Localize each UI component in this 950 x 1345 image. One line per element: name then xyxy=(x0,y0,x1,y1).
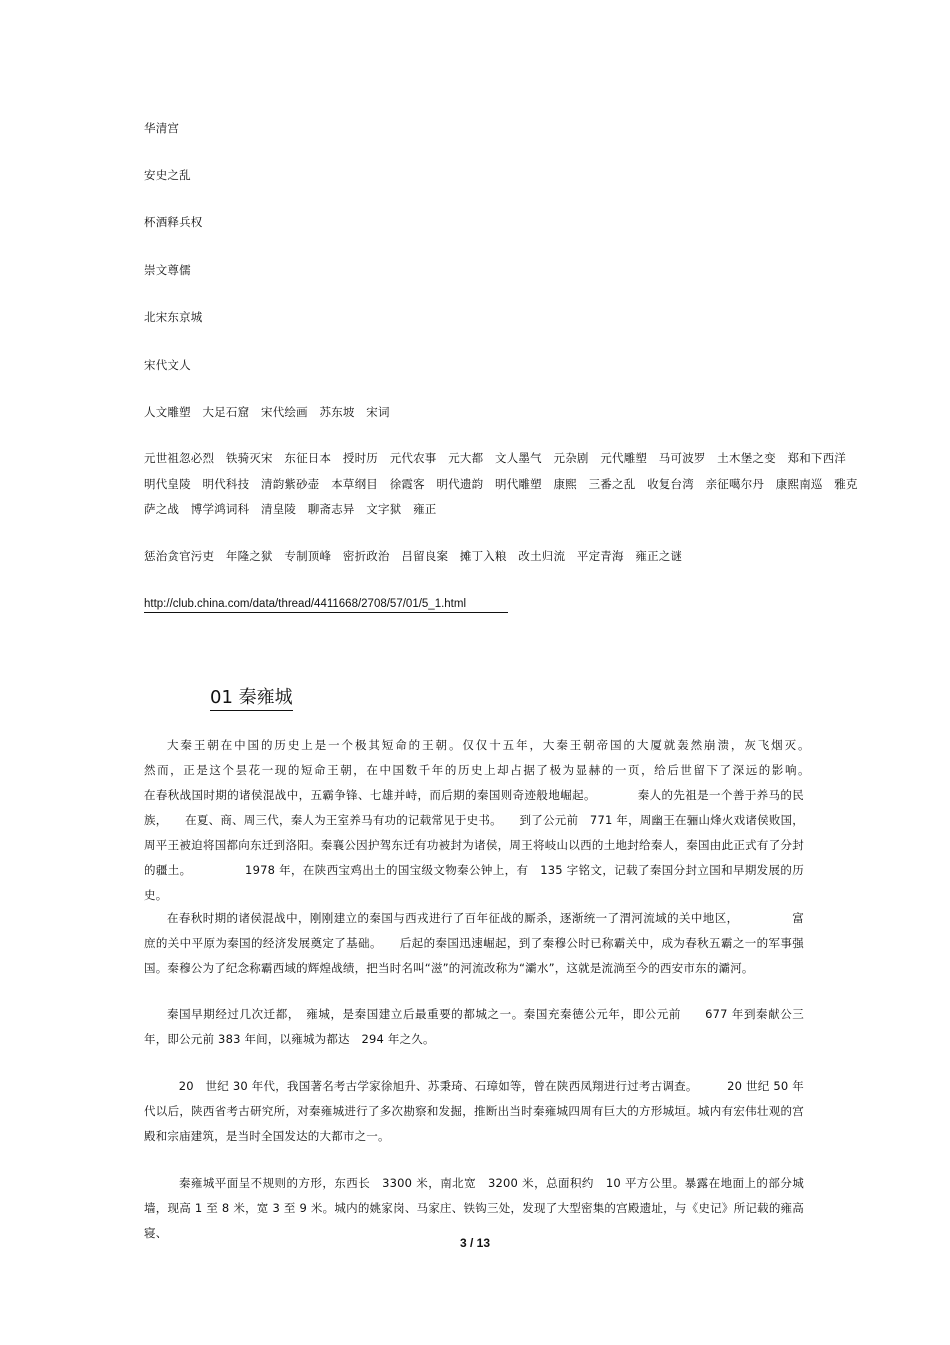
paragraph: 20 世纪 30 年代，我国著名考古学家徐旭升、苏秉琦、石璋如等，曾在陕西凤翔进行过考古调查。 20 世纪 50 年代以后，陕西省考古研究所，对秦雍城进行了多次勘察和发掘，推断出当时秦雍城四周有巨大的方形城垣。城内有宏伟壮观的宫殿和宗庙建筑，是当时全国发达的大都市之一。 xyxy=(144,1079,804,1143)
topic-line: 宋代文人 xyxy=(144,358,191,372)
section-heading: 01 秦雍城 xyxy=(210,687,293,711)
topic-line: 华清宫 xyxy=(144,121,180,135)
paragraph: 在春秋时期的诸侯混战中，刚刚建立的秦国与西戎进行了百年征战的厮杀，逐渐统一了渭河流域的关中地区， 富庶的关中平原为秦国的经济发展奠定了基础。 后起的秦国迅速崛起，到了秦穆公时已称霸关中，成为春秋五霸之一的军事强国。秦穆公为了纪念称霸西域的辉煌战绩，把当时名叫“滋”的河流改称为“灞水”，这就是流淌至今的西安市东的灞河。 xyxy=(144,911,804,975)
topic-line: 元世祖忽必烈 铁骑灭宋 东征日本 授时历 元代农事 元大都 文人墨气 元杂剧 元代雕塑 马可波罗 土木堡之变 郑和下西洋 xyxy=(144,451,846,465)
topic-line: 安史之乱 xyxy=(144,168,191,182)
paragraph: 秦雍城平面呈不规则的方形，东西长 3300 米，南北宽 3200 米，总面积约 10 平方公里。暴露在地面上的部分城墙，现高 1 至 8 米，宽 3 至 9 米。城内的姚家岗、马家庄、铁钩三处，发现了大型密集的宫殿遗址，与《史记》所记载的雍高寝、 xyxy=(144,1176,804,1240)
topic-line: 崇文尊儒 xyxy=(144,263,191,277)
paragraph: 秦国早期经过几次迁都， 雍城，是秦国建立后最重要的都城之一。秦国充秦德公元年，即公元前 677 年到秦献公三年，即公元前 383 年间，以雍城为都达 294 年之久。 xyxy=(144,1007,804,1046)
paragraph: 大秦王朝在中国的历史上是一个极其短命的王朝。仅仅十五年，大秦王朝帝国的大厦就轰然崩溃，灰飞烟灭。 然而，正是这个昙花一现的短命王朝，在中国数千年的历史上却占据了极为显赫的一页，给后世留下了深远的影响。 在春秋战国时期的诸侯混战中，五霸争锋、七雄并峙，而后期的秦国则奇迹般地崛起。 秦人的先祖是一个善于养马的民族， 在夏、商、周三代，秦人为王室养马有功的记载常见于史书。 到了公元前 771 年，周幽王在骊山烽火戏诸侯败国，周平王被迫将国都向东迁到洛阳。秦襄公因护驾东迁有功被封为诸侯，周王将岐山以西的土地封给秦人，秦国由此正式有了分封的疆土。 1978 年，在陕西宝鸡出土的国宝级文物秦公钟上，有 135 字铭文，记载了秦国分封立国和早期发展的历史。 xyxy=(144,738,875,902)
topic-line: 明代皇陵 明代科技 清韵紫砂壶 本草纲目 徐霞客 明代遗韵 明代雕塑 康熙 三番之乱 收复台湾 亲征噶尔丹 康熙南巡 雅克 xyxy=(144,477,858,491)
topic-line: 人文雕塑 大足石窟 宋代绘画 苏东坡 宋词 xyxy=(144,405,390,419)
topic-line: 惩治贪官污吏 年隆之狱 专制顶峰 密折政治 吕留良案 摊丁入粮 改土归流 平定青海 雍正之谜 xyxy=(144,549,683,563)
topic-line: 北宋东京城 xyxy=(144,310,203,324)
page-number: 3 / 13 xyxy=(459,1236,491,1250)
topic-line: 萨之战 博学鸿词科 清皇陵 聊斋志异 文字狱 雍正 xyxy=(144,502,437,516)
topic-line: 杯酒释兵权 xyxy=(144,215,203,229)
source-link[interactable]: http://club.china.com/data/thread/4411668/2708/57/01/5_1.html xyxy=(144,597,508,613)
